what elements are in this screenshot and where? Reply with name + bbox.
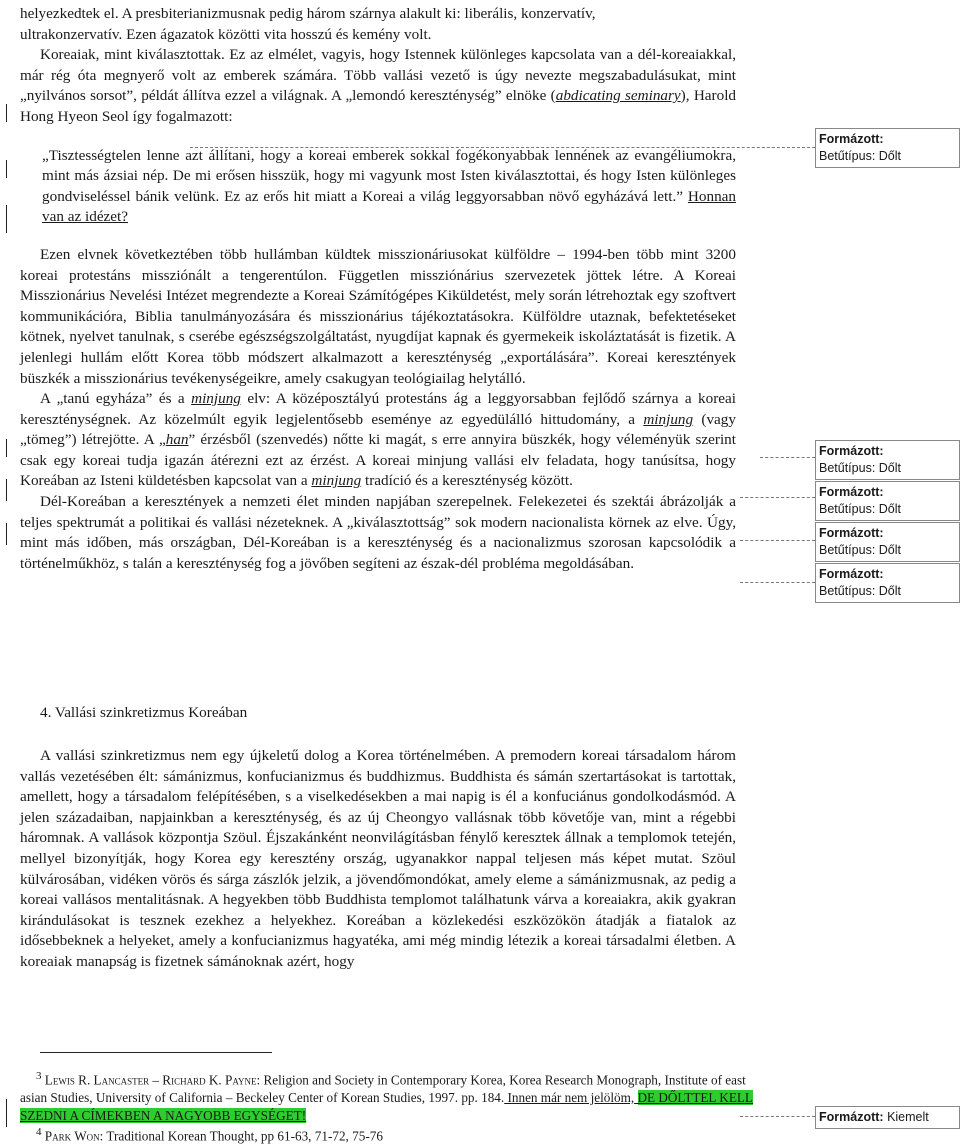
comment-value: Betűtípus: Dőlt	[819, 584, 901, 598]
comment-label: Formázott:	[819, 132, 884, 146]
format-comment[interactable]	[815, 563, 960, 603]
comment-label: Formázott:	[819, 1110, 884, 1124]
paragraph-koreaiak	[20, 45, 736, 127]
footnote-authors: Lewis R. Lancaster – Richard K. Payne	[44, 1072, 257, 1088]
comment-connector	[190, 147, 815, 148]
footnote-number: 3	[36, 1070, 42, 1082]
italic-term: minjung	[191, 390, 241, 408]
italic-term: han	[165, 431, 189, 449]
change-bar	[6, 205, 7, 233]
format-comment[interactable]	[815, 481, 960, 521]
text-run: Koreaiak, mint kiválasztottak. Ez az elmélet, vagyis, hogy Istennek különleges kapcsolata van a dél-koreaiakkal, már rég óta megnyerő volt az emberek számára. Több vallási vezető is úgy nevezte megszabadulásukat, mint „nyilvános sorsot”, példát állítva ezzel a világnak. A „lemondó kereszténység” elnöke (	[20, 46, 736, 105]
format-comment[interactable]	[815, 440, 960, 480]
change-bar	[6, 439, 7, 457]
text-run: (vagy „tömeg”) létrejötte. A „	[20, 410, 736, 449]
comment-connector	[740, 1116, 815, 1117]
footnote-rule	[40, 1052, 272, 1053]
editor-note: Innen már nem jelölöm,	[504, 1089, 638, 1105]
line: ultrakonzervatív. Ezen ágazatok közötti vita hosszú és kemény volt.	[20, 25, 432, 43]
paragraph-synkret: A vallási szinkretizmus nem egy újkeletű dolog a Korea történelmében. A premodern koreai társadalom három vallás vezetésében élt: sámánizmus, konfucianizmus és buddhizmus. Buddhista és sámán szertartásokat is tartottak, amellett, hogy a társadalom felépítésében, s a viselkedésekben a mai napig is él a konfuciánus gondolkodásmód. A jelen századaiban, napjainkban a kereszténység, és az új Cheongyo vallásnak több követője van, mint a régebbi háromnak. A vallások központja Szöul. Éjszakánként neonvilágításban fénylő keresztek állnak a templomok tetején, mellyel bizonyítják, hogy Korea egy keresztény ország, ugyanakkor nappal teljesen más képet mutat. Szöul külvárosában, vidéken vörös és sárga zászlók jelzik, a jövendőmondókat, amely eleme a sámánizmusnak, az pedig a koreai vallásos mentalitásnak. A hegyekben több Buddhista templomot találhatunk várva a koreaiakra, akik gyakran kirándulásokat is tesznek ezekhez a helyekhez. Koreában a közlekedési eszközökön átadják a fiatalok az idősebbeknek a helyeket, amely a konfucianizmus hagyatéka, ami még mindig létezik a koreai társadalmi életben. A koreaiak manapság is fizetnek sámánoknak azért, hogy	[20, 747, 736, 970]
comment-value: Betűtípus: Dőlt	[819, 149, 901, 163]
line: helyezkedtek el. A presbiterianizmusnak pedig három szárnya alakult ki: liberális, konzervatív,	[20, 5, 596, 22]
footnote-text: : Religion and Society in Contemporary Korea, Korea Research Monograph, Institute of east asian Studies, University of California – Beckeley Center of Korean Studies, 1997. pp. 184.	[20, 1072, 746, 1105]
italic-term: minjung	[311, 472, 362, 490]
quote-text: „Tisztességtelen lenne azt állítani, hogy a koreai emberek sokkal fogékonyabbak lennének az evangéliumokra, mint más ázsiai nép. De mi erősen hisszük, hogy mi vagyunk most Isten kiválasztottai, és hogy Isten különleges gondviseléssel bánik velünk. Ez az erős hit miatt a Koreai a világ leggyorsabban növő egyházává lett.”	[42, 146, 736, 205]
block-quote	[20, 146, 736, 228]
body-text-bottom	[20, 746, 736, 973]
comment-label: Formázott:	[819, 485, 884, 499]
editor-question: Honnan van az idézet?	[42, 187, 737, 226]
section-heading: 4. Vallási szinkretizmus Koreában	[40, 704, 248, 721]
format-comment[interactable]	[815, 1106, 960, 1129]
footnotes	[20, 1068, 760, 1145]
format-comment[interactable]	[815, 522, 960, 562]
footnote-3	[20, 1068, 760, 1124]
footnote-number: 4	[36, 1126, 42, 1139]
comment-connector	[740, 582, 815, 583]
change-bar	[6, 479, 7, 501]
comment-label: Formázott:	[819, 567, 884, 581]
footnote-text: : Traditional Korean Thought, pp 61-63, 71-72, 75-76	[99, 1128, 383, 1144]
change-bar	[6, 104, 7, 122]
text-run: ), Harold Hong Hyeon Seol így fogalmazott:	[20, 87, 737, 125]
italic-term: abdicating seminary	[555, 87, 681, 105]
footnote-author: Park Won	[44, 1128, 100, 1144]
comment-value: Betűtípus: Dőlt	[819, 461, 901, 475]
change-bar	[6, 523, 7, 545]
text-run: tradíció és a kereszténység között.	[361, 472, 573, 490]
comment-label: Formázott:	[819, 526, 884, 540]
italic-term: minjung	[643, 410, 694, 428]
change-bar	[6, 160, 7, 178]
text-run: elv: A középosztályú protestáns ág a leggyorsabban fejlődő szárnya a koreai kereszténységnek. Az közelmúlt egyik legjelentősebb eseménye az egyedülálló hittudomány, a	[20, 390, 736, 428]
paragraph-delkorea: Dél-Koreában a keresztények a nemzeti élet minden napjában szerepelnek. Felekezetei és szektái ábrázolják a teljes spektrumát a politikai és vallási nézeteknek. A „kiválasztottság” sok modern nacionalista körnek az elve. Úgy, mint más időben, más országban, Dél-Koreában is a kereszténység és a nacionalizmus szorosan kapcsolódik a történelműkhöz, s talán a kereszténység fog a jövőben segíteni az észak-dél probléma megoldásában.	[20, 493, 736, 572]
text-run: ” érzésből (szenvedés) nőtte ki magát, s erre annyira büszkék, hogy véleményük szerint csak egy koreai tudja igazán átérezni ezt az érzést. A koreai minjung vallási elv feladata, hogy tanúsítsa, hogy Koreában az Isteni küldetésben kapcsolat van a	[20, 431, 736, 490]
change-bar	[6, 1099, 7, 1127]
paragraph-missions: Ezen elvnek következtében több hullámban küldtek misszionáriusokat külföldre – 1994-ben több mint 3200 koreai protestáns missziónált a tengerentúlon. Független missziónárius szervezetek jöttek létre. A Koreai Misszionárius Nevelési Intézet megrendezte a Koreai Számítógépes Kiküldetést, mely során létrehoztak egy szoftvert kommunikációra, Biblia tanulmányozására és misszionárius tájékoztatásokra. Külföldre utaznak, befektetéseket kötnek, nyelvet tanulnak, s cserébe egészségszolgáltatást, nyugdíjat kapnak és gyermekeik iskoláztatását is fizetik. A jelenlegi hullám előtt Korea több módszert alkalmazott a kereszténység „exportálására”. Koreai keresztények büszkék a misszionárius tevékenységeikre, amely csakugyan teológiailag helytálló.	[20, 245, 736, 387]
body-text-top	[20, 4, 736, 574]
comment-connector	[740, 497, 815, 498]
paragraph-minjung	[20, 389, 736, 492]
comment-connector	[760, 457, 815, 458]
comment-value: Betűtípus: Dőlt	[819, 543, 901, 557]
comment-connector	[740, 540, 815, 541]
format-comment[interactable]	[815, 128, 960, 168]
text-run: A „tanú egyháza” és a	[40, 390, 192, 408]
comment-label: Formázott:	[819, 444, 884, 458]
highlighted-note: DE DŐLTTEL KELL SZEDNI A CÍMEKBEN A NAGYOBB EGYSÉGET!	[20, 1089, 753, 1123]
comment-value: Betűtípus: Dőlt	[819, 502, 901, 516]
comment-value: Kiemelt	[887, 1110, 929, 1124]
